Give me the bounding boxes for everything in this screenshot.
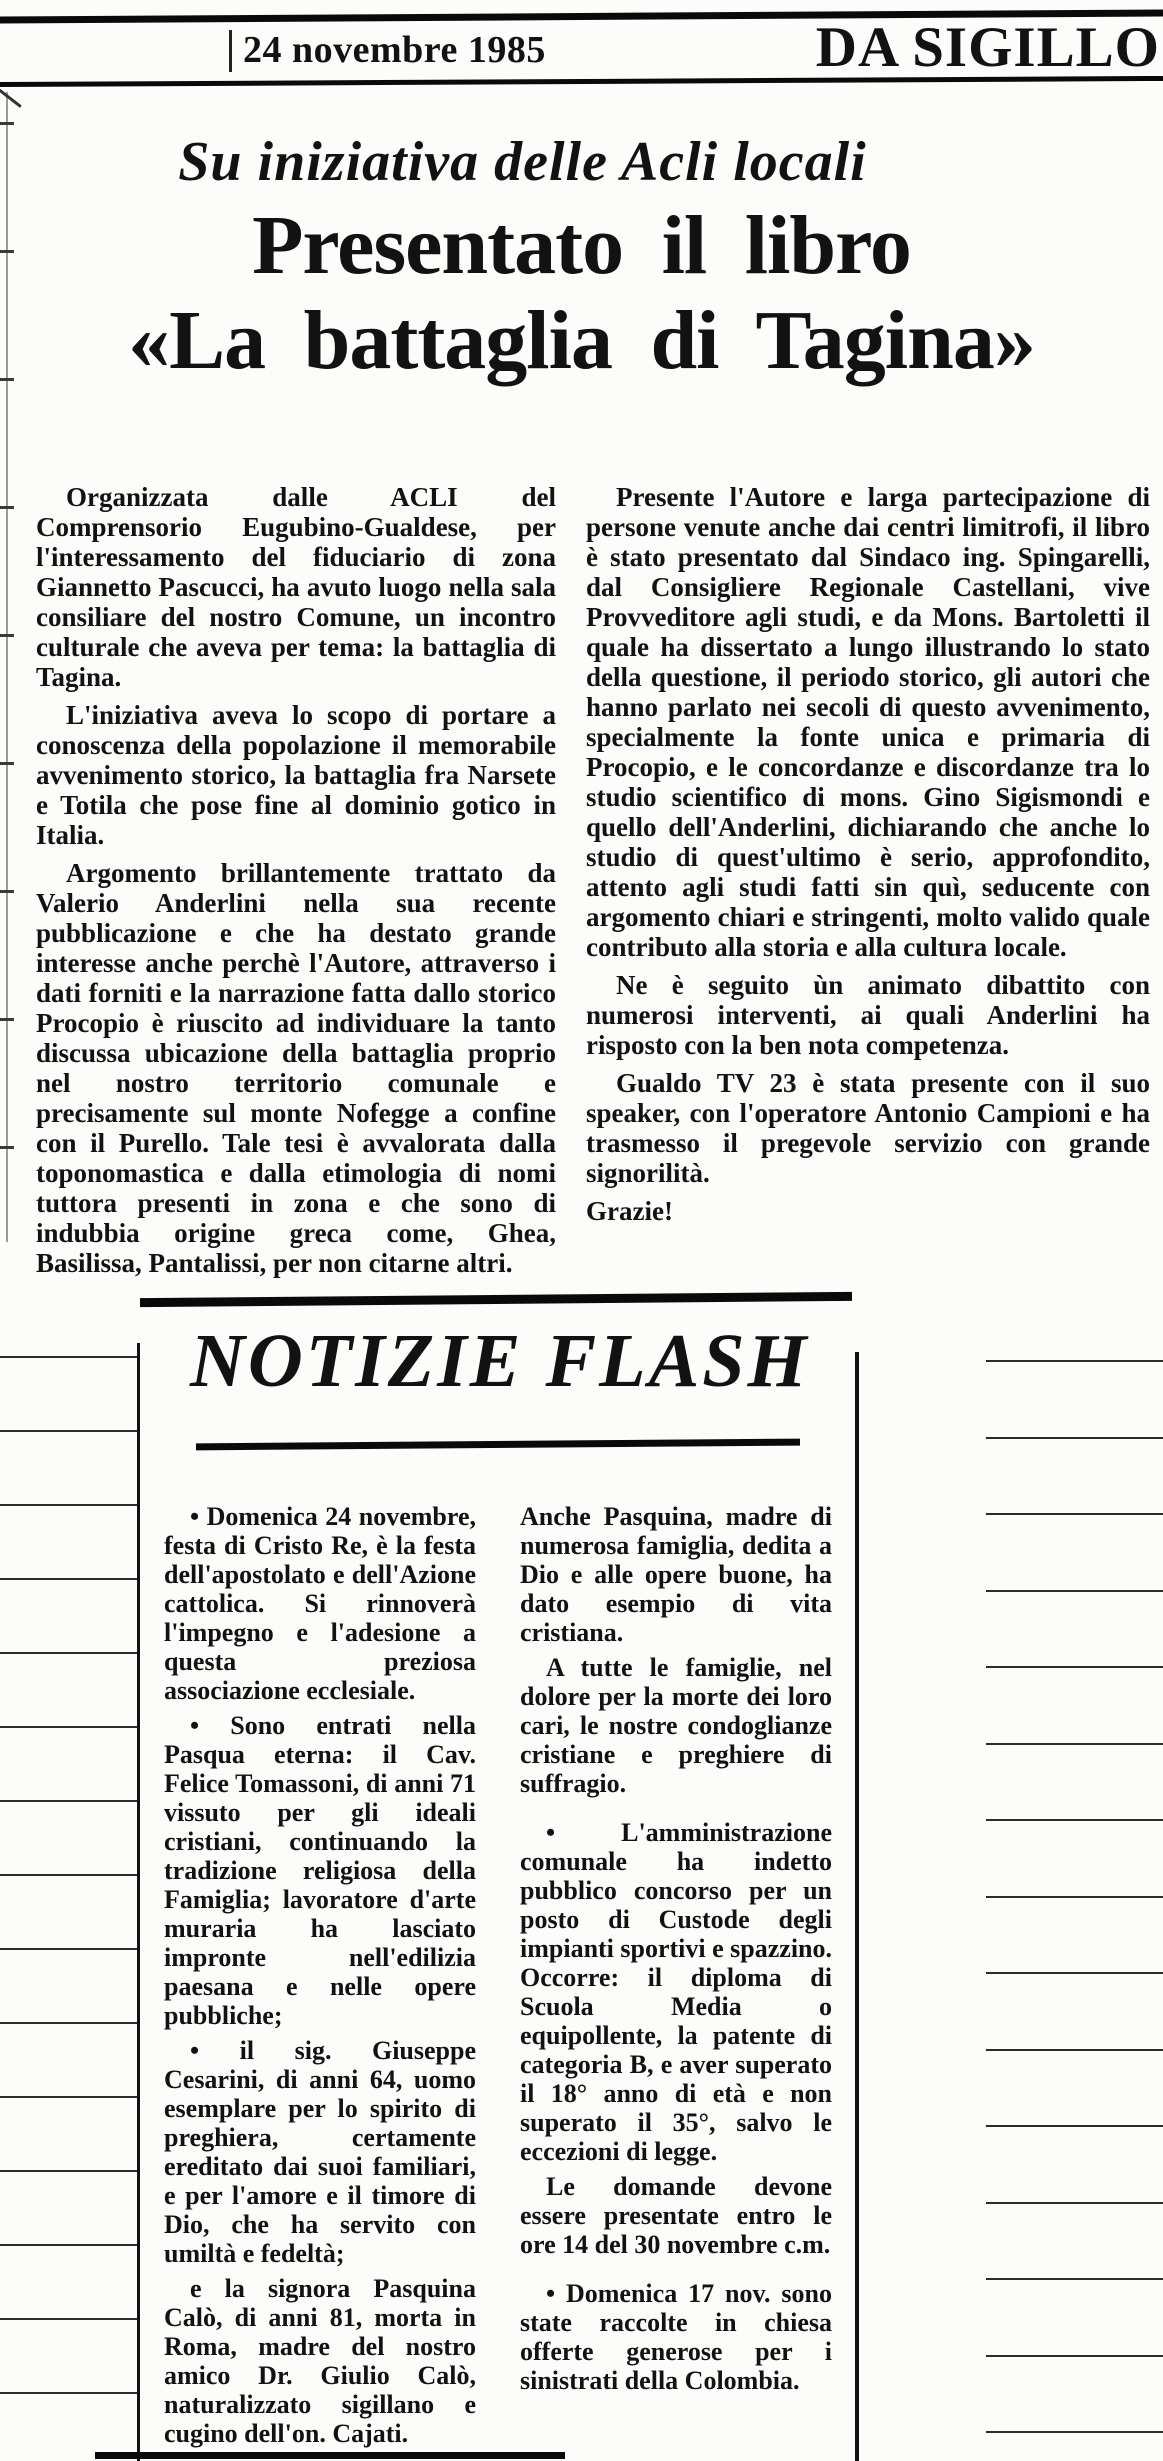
article-paragraph: Presente l'Autore e larga partecipazione di persone venute anche dai centri limitrofi, il libro è stato presentato dal Sindaco ing. Spingarelli, dal Consigliere Regionale Castellani, vive Provveditore agli studi, e da Mons. Bartoletti il quale ha dissertato a lungo illustrando lo stato della questione, il periodo storico, gli autori che hanno parlato nei secoli di questo avvenimento, specialmente la fonte unica e primaria di Procopio, e le concordanze e discordanze tra lo studio scientifico di mons. Gino Sigismondi e quello dell'Anderlini, dichiarando che anche lo studio di quest'ultimo è serio, approfondito, attento agli studi fatti sin quì, seducente con argomento chiari e stringenti, molto valido quale contributo alla storia e alla cultura locale. <box>586 482 1150 962</box>
article-paragraph: L'iniziativa aveva lo scopo di portare a conoscenza della popolazione il memorabile avvenimento storico, la battaglia fra Narsete e Totila che pose fine al dominio gotico in Italia. <box>36 700 556 850</box>
margin-ruled-line <box>986 2049 1163 2051</box>
margin-ruled-line <box>0 2096 137 2098</box>
page-edge-line <box>6 92 8 1242</box>
margin-ruled-line <box>986 1513 1163 1515</box>
margin-ruled-line <box>0 1726 137 1728</box>
margin-ruled-line <box>986 2431 1163 2433</box>
margin-ruled-line <box>0 1874 137 1876</box>
article-paragraph: Argomento brillantemente trattato da Valerio Anderlini nella sua recente pubblicazione e che ha destato grande interesse anche perchè l'Autore, attraverso i dati forniti e la narrazione fatta dallo storico Procopio è riuscito ad individuare la tanto discussa ubicazione della battaglia proprio nel nostro territorio comunale e precisamente sul monte Nofegge a confine con il Purello. Tale tesi è avvalorata dalla toponomastica e dalla etimologia di nomi tuttora presenti in zona e che sono di indubbia origine greca come, Ghea, Basilissa, Pantalissi, per non citarne altri. <box>36 858 556 1278</box>
edge-tick-mark <box>0 1018 14 1021</box>
margin-ruled-line <box>0 1430 137 1432</box>
margin-ruled-line <box>0 2170 137 2172</box>
page-edge-scratch <box>0 87 22 108</box>
flash-column-left <box>164 1502 476 2454</box>
flash-item: Anche Pasquina, madre di numerosa famiglia, dedita a Dio e alle opere buone, ha dato esempio di vita cristiana. <box>520 1502 832 1647</box>
margin-ruled-line <box>0 1578 137 1580</box>
edge-tick-mark <box>0 506 14 509</box>
margin-ruled-line <box>986 1666 1163 1668</box>
margin-ruled-line <box>986 2355 1163 2357</box>
edge-tick-mark <box>0 890 14 893</box>
article-column-left <box>36 482 556 1286</box>
flash-item: • Domenica 17 nov. sono state raccolte in chiesa offerte generose per i sinistrati della Colombia. <box>520 2279 832 2395</box>
margin-ruled-line <box>986 2125 1163 2127</box>
flash-title-underline <box>196 1439 800 1451</box>
masthead-date: 24 novembre 1985 <box>243 29 546 71</box>
margin-ruled-line <box>986 1819 1163 1821</box>
article-kicker: Su iniziativa delle Acli locali <box>178 131 867 193</box>
bottom-rule <box>95 2452 565 2459</box>
margin-ruled-line <box>0 2022 137 2024</box>
flash-box-right-rule <box>855 1352 859 2461</box>
headline-line-1: Presentato il libro <box>252 199 911 292</box>
article-paragraph: Gualdo TV 23 è stata presente con il suo speaker, con l'operatore Antonio Campioni e ha trasmesso il pregevole servizio con grande signorilità. <box>586 1068 1150 1188</box>
article-paragraph: Organizzata dalle ACLI del Comprensorio Eugubino-Gualdese, per l'interessamento del fiduciario di zona Giannetto Pascucci, ha avuto luogo nella sala consiliare del nostro Comune, un incontro culturale che aveva per tema: la battaglia di Tagina. <box>36 482 556 692</box>
margin-ruled-line <box>986 2202 1163 2204</box>
flash-section-title: NOTIZIE FLASH <box>190 1319 810 1403</box>
article-body <box>36 482 1150 1286</box>
margin-ruled-line <box>0 1948 137 1950</box>
section-divider-bar <box>140 1292 852 1307</box>
margin-ruled-line <box>0 1504 137 1506</box>
flash-box-left-rule <box>137 1343 140 2461</box>
margin-ruled-line <box>986 2278 1163 2280</box>
flash-item: • Sono entrati nella Pasqua eterna: il Cav. Felice Tomassoni, di anni 71 vissuto per gli ideali cristiani, continuando la tradizione religiosa della Famiglia; lavoratore d'arte muraria ha lasciato impronte nell'edilizia paesana e nelle opere pubbliche; <box>164 1711 476 2030</box>
margin-ruled-line <box>986 1972 1163 1974</box>
margin-ruled-line <box>0 1356 137 1358</box>
margin-ruled-line <box>0 2244 137 2246</box>
flash-item: • il sig. Giuseppe Cesarini, di anni 64, uomo esemplare per lo spirito di preghiera, certamente ereditato dai suoi familiari, e per l'amore e il timore di Dio, che ha servito con umiltà e fedeltà; <box>164 2036 476 2268</box>
edge-tick-mark <box>0 378 14 381</box>
article-paragraph: Grazie! <box>586 1196 673 1226</box>
margin-ruled-line <box>0 1652 137 1654</box>
margin-ruled-line <box>986 1590 1163 1592</box>
flash-item: Le domande devone essere presentate entro le ore 14 del 30 novembre c.m. <box>520 2172 832 2259</box>
margin-ruled-line <box>986 1896 1163 1898</box>
margin-ruled-line <box>986 1743 1163 1745</box>
article-paragraph: Ne è seguito ùn animato dibattito con numerosi interventi, ai quali Anderlini ha risposto con la ben nota competenza. <box>586 970 1150 1060</box>
flash-item: • Domenica 24 novembre, festa di Cristo Re, è la festa dell'apostolato e dell'Azione cattolica. Si rinnoverà l'impegno e l'adesione a questa preziosa associazione ecclesiale. <box>164 1502 476 1705</box>
margin-ruled-line <box>0 2318 137 2320</box>
edge-tick-mark <box>0 1146 14 1149</box>
flash-column-right <box>520 1502 832 2454</box>
flash-item: A tutte le famiglie, nel dolore per la morte dei loro cari, le nostre condoglianze cristiane e preghiere di suffragio. <box>520 1653 832 1798</box>
date-tick-mark <box>229 30 232 72</box>
edge-tick-mark <box>0 634 14 637</box>
flash-body <box>164 1502 832 2454</box>
margin-ruled-line <box>986 1360 1163 1362</box>
article-headline <box>0 198 1163 388</box>
edge-tick-mark <box>0 250 14 253</box>
flash-item: • L'amministrazione comunale ha indetto pubblico concorso per un posto di Custode degli impianti sportivi e spazzino. Occorre: il diploma di Scuola Media o equipollente, la patente di categoria B, e aver superato il 18° anno di età e non superato il 35°, salvo le eccezioni di legge. <box>520 1818 833 2166</box>
headline-line-2: «La battaglia di Tagina» <box>128 294 1035 387</box>
edge-tick-mark <box>0 122 14 125</box>
margin-ruled-line <box>0 2392 137 2394</box>
article-column-right <box>586 482 1150 1286</box>
flash-item: e la signora Pasquina Calò, di anni 81, morta in Roma, madre del nostro amico Dr. Giulio Calò, naturalizzato sigillano e cugino dell'on. Cajati. <box>164 2274 476 2448</box>
edge-tick-mark <box>0 762 14 765</box>
margin-ruled-line <box>0 1800 137 1802</box>
masthead-title: DA SIGILLO <box>815 16 1160 79</box>
margin-ruled-line <box>986 1437 1163 1439</box>
